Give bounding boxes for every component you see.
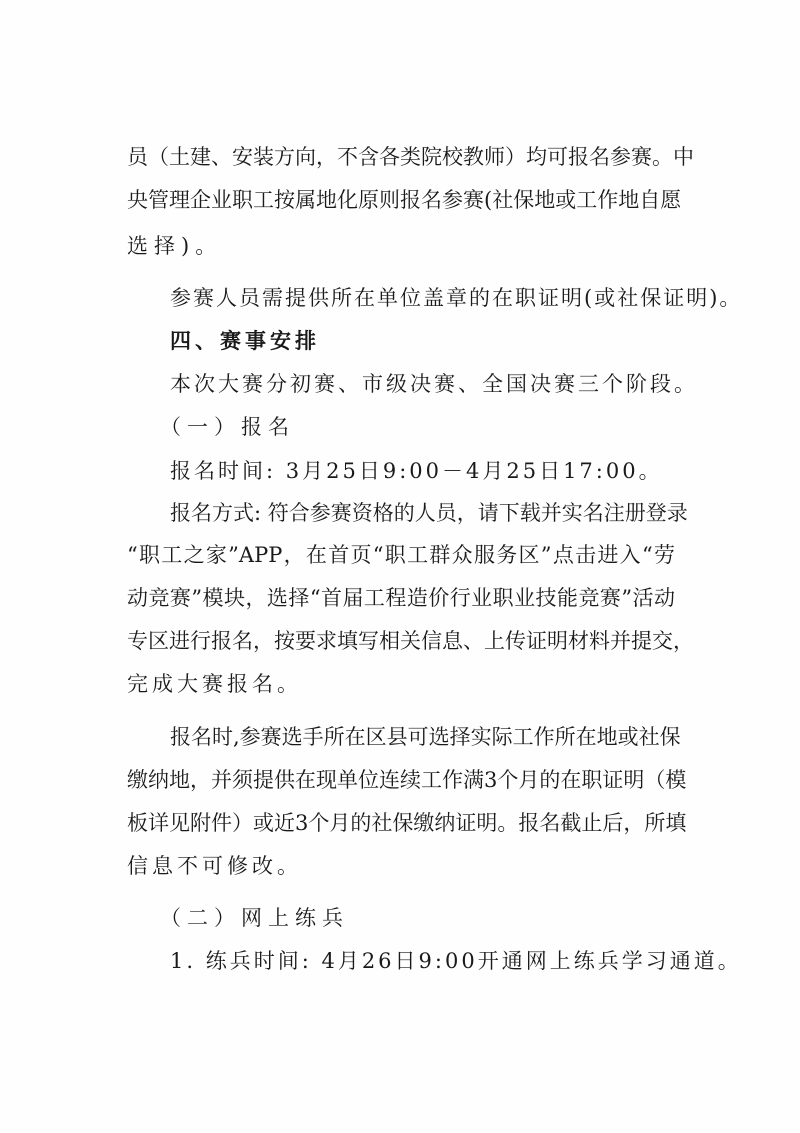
paragraph-line-eligibility-1: 员（土建、安装方向，不含各类院校教师）均可报名参赛。中 <box>127 145 694 169</box>
paragraph-registration-method-2: “职工之家”APP，在首页“职工群众服务区”点击进入“劳 <box>127 543 675 567</box>
paragraph-stages: 本次大赛分初赛、市级决赛、全国决赛三个阶段。 <box>170 372 698 396</box>
paragraph-registration-method-3: 动竞赛”模块，选择“首届工程造价行业职业技能竞赛”活动 <box>127 586 675 610</box>
paragraph-registration-method-1: 报名方式: 符合参赛资格的人员，请下载并实名注册登录 <box>170 501 688 525</box>
paragraph-line-eligibility-2: 央管理企业职工按属地化原则报名参赛(社保地或工作地自愿 <box>127 188 682 212</box>
paragraph-registration-method-4: 专区进行报名，按要求填写相关信息、上传证明材料并提交， <box>127 629 694 653</box>
paragraph-line-eligibility-3: 选择)。 <box>127 234 223 258</box>
paragraph-registration-note-1: 报名时,参赛选手所在区县可选择实际工作所在地或社保 <box>170 725 681 749</box>
paragraph-registration-method-5: 完成大赛报名。 <box>127 672 302 696</box>
paragraph-registration-note-2: 缴纳地，并须提供在现单位连续工作满3个月的在职证明（模 <box>127 768 687 792</box>
paragraph-registration-time: 报名时间: 3月25日9:00－4月25日17:00。 <box>170 459 663 483</box>
paragraph-practice-time: 1. 练兵时间: 4月26日9:00开通网上练兵学习通道。 <box>170 949 742 973</box>
paragraph-registration-note-3: 板详见附件）或近3个月的社保缴纳证明。报名截止后，所填 <box>127 811 687 835</box>
paragraph-certificate-requirement: 参赛人员需提供所在单位盖章的在职证明(或社保证明)。 <box>170 286 743 310</box>
section-heading-schedule: 四、赛事安排 <box>170 329 320 353</box>
subheading-registration: （一）报名 <box>160 415 295 439</box>
paragraph-registration-note-4: 信息不可修改。 <box>127 854 302 878</box>
subheading-online-practice: （二）网上练兵 <box>160 906 349 930</box>
